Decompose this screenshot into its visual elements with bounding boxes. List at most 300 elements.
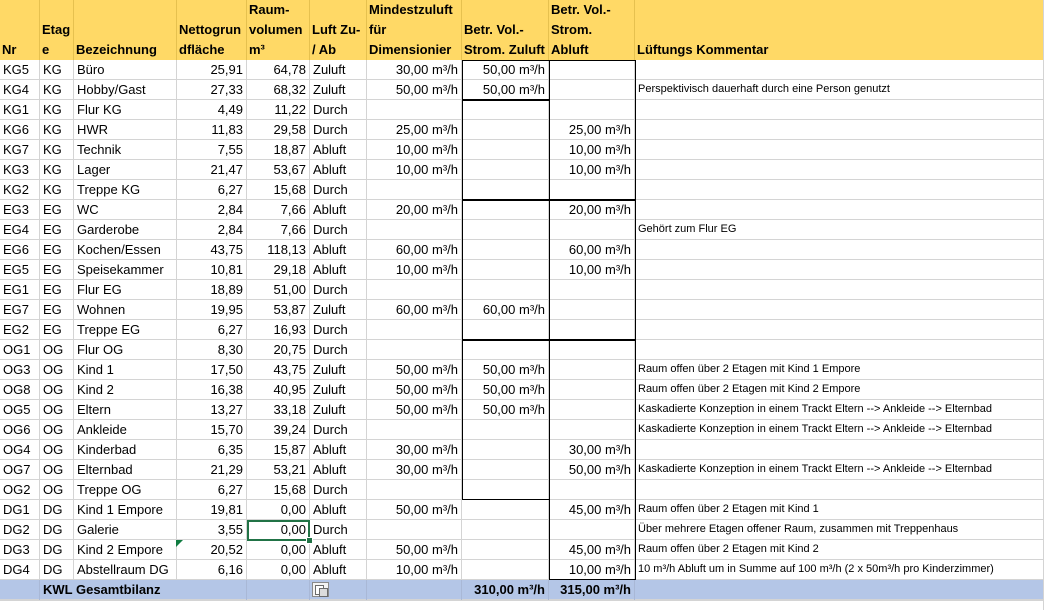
- cell-mindestzuluft[interactable]: [367, 480, 462, 500]
- cell-nettogrundflaeche[interactable]: 43,75: [177, 240, 247, 260]
- total-vol-cell[interactable]: [247, 580, 310, 600]
- cell-bezeichnung[interactable]: Kochen/Essen: [74, 240, 177, 260]
- cell-bezeichnung[interactable]: Büro: [74, 60, 177, 80]
- cell-kommentar[interactable]: Perspektivisch dauerhaft durch eine Person genutzt: [638, 83, 890, 95]
- cell-betr-abluft[interactable]: 10,00 m³/h: [549, 260, 635, 280]
- cell-mindestzuluft[interactable]: 50,00 m³/h: [367, 380, 462, 400]
- cell-luft[interactable]: Abluft: [310, 540, 367, 560]
- header-kommentar[interactable]: Lüftungs Kommentar: [637, 42, 769, 57]
- cell-betr-zuluft[interactable]: [462, 460, 549, 480]
- cell-etage[interactable]: EG: [40, 200, 74, 220]
- cell-luft[interactable]: Durch: [310, 120, 367, 140]
- table-row: [0, 380, 1043, 400]
- cell-mindestzuluft[interactable]: [367, 280, 462, 300]
- cell-betr-zuluft[interactable]: [462, 440, 549, 460]
- cell-raumvolumen[interactable]: 51,00: [247, 280, 310, 300]
- cell-betr-abluft[interactable]: 10,00 m³/h: [549, 160, 635, 180]
- cell-bezeichnung[interactable]: Kind 2 Empore: [74, 540, 177, 560]
- cell-mindestzuluft[interactable]: 10,00 m³/h: [367, 560, 462, 580]
- cell-nr[interactable]: OG2: [0, 480, 40, 500]
- cell-kommentar[interactable]: 10 m³/h Abluft um in Summe auf 100 m³/h (2 x 50m³/h pro Kinderzimmer): [638, 563, 994, 575]
- cell-betr-zuluft[interactable]: [462, 120, 549, 140]
- cell-luft[interactable]: Zuluft: [310, 380, 367, 400]
- cell-bezeichnung[interactable]: Treppe KG: [74, 180, 177, 200]
- cell-mindestzuluft[interactable]: 30,00 m³/h: [367, 460, 462, 480]
- cell-luft[interactable]: Zuluft: [310, 60, 367, 80]
- cell-mindestzuluft[interactable]: [367, 320, 462, 340]
- cell-kommentar[interactable]: [635, 440, 1043, 460]
- cell-kommentar[interactable]: [635, 160, 1043, 180]
- cell-betr-abluft[interactable]: [549, 360, 635, 380]
- cell-bezeichnung[interactable]: Ankleide: [74, 420, 177, 440]
- cell-kommentar[interactable]: [635, 260, 1043, 280]
- paste-options-icon[interactable]: [312, 582, 329, 597]
- cell-betr-abluft[interactable]: [549, 80, 635, 100]
- selected-cell[interactable]: [247, 520, 310, 541]
- cell-nr[interactable]: OG7: [0, 460, 40, 480]
- cell-betr-zuluft[interactable]: [462, 560, 549, 580]
- cell-nettogrundflaeche[interactable]: 8,30: [177, 340, 247, 360]
- cell-luft[interactable]: Durch: [310, 480, 367, 500]
- cell-raumvolumen[interactable]: 15,68: [247, 180, 310, 200]
- cell-nr[interactable]: EG3: [0, 200, 40, 220]
- cell-mindestzuluft[interactable]: 60,00 m³/h: [367, 240, 462, 260]
- cell-nettogrundflaeche[interactable]: 10,81: [177, 260, 247, 280]
- cell-nettogrundflaeche[interactable]: 25,91: [177, 60, 247, 80]
- cell-betr-zuluft[interactable]: [462, 240, 549, 260]
- cell-bezeichnung[interactable]: Hobby/Gast: [74, 80, 177, 100]
- cell-raumvolumen[interactable]: 53,87: [247, 300, 310, 320]
- header-bezeichnung[interactable]: Bezeichnung: [74, 0, 177, 60]
- cell-betr-abluft[interactable]: [549, 60, 635, 80]
- table-row: [0, 340, 1043, 360]
- cell-mindestzuluft[interactable]: 25,00 m³/h: [367, 120, 462, 140]
- cell-betr-abluft[interactable]: 45,00 m³/h: [549, 500, 635, 520]
- header-nr[interactable]: Nr: [0, 0, 40, 60]
- cell-etage[interactable]: OG: [40, 440, 74, 460]
- cell-betr-zuluft[interactable]: [462, 480, 549, 500]
- cell-betr-abluft[interactable]: [549, 400, 635, 420]
- cell-kommentar[interactable]: Kaskadierte Konzeption in einem Trackt Eltern --> Ankleide --> Elternbad: [638, 403, 993, 415]
- cell-luft[interactable]: Abluft: [310, 200, 367, 220]
- cell-betr-zuluft[interactable]: [462, 420, 549, 440]
- cell-kommentar[interactable]: [635, 240, 1043, 260]
- cell-luft[interactable]: Durch: [310, 180, 367, 200]
- cell-etage[interactable]: EG: [40, 260, 74, 280]
- cell-mindestzuluft[interactable]: 30,00 m³/h: [367, 440, 462, 460]
- cell-kommentar[interactable]: Raum offen über 2 Etagen mit Kind 2 Empore: [638, 383, 861, 395]
- cell-etage[interactable]: KG: [40, 60, 74, 80]
- cell-raumvolumen[interactable]: 0,00: [247, 520, 310, 540]
- cell-etage[interactable]: OG: [40, 380, 74, 400]
- cell-etage[interactable]: EG: [40, 220, 74, 240]
- cell-luft[interactable]: Abluft: [310, 160, 367, 180]
- cell-nr[interactable]: KG1: [0, 100, 40, 120]
- cell-raumvolumen[interactable]: 39,24: [247, 420, 310, 440]
- cell-nr[interactable]: EG1: [0, 280, 40, 300]
- cell-kommentar[interactable]: [635, 300, 1043, 320]
- cell-kommentar[interactable]: [635, 180, 1043, 200]
- cell-betr-zuluft[interactable]: 60,00 m³/h: [462, 300, 549, 320]
- cell-nettogrundflaeche[interactable]: 2,84: [177, 220, 247, 240]
- cell-nettogrundflaeche[interactable]: 19,95: [177, 300, 247, 320]
- cell-nr[interactable]: DG3: [0, 540, 40, 560]
- cell-betr-zuluft[interactable]: 50,00 m³/h: [462, 80, 549, 100]
- cell-nr[interactable]: KG3: [0, 160, 40, 180]
- cell-nettogrundflaeche[interactable]: 19,81: [177, 500, 247, 520]
- cell-betr-zuluft[interactable]: [462, 320, 549, 340]
- header-luft[interactable]: Luft Zu- / Ab: [310, 0, 367, 60]
- cell-etage[interactable]: KG: [40, 180, 74, 200]
- cell-raumvolumen[interactable]: 0,00: [247, 560, 310, 580]
- table-row: [0, 540, 1043, 560]
- cell-nettogrundflaeche[interactable]: 15,70: [177, 420, 247, 440]
- cell-nettogrundflaeche[interactable]: 7,55: [177, 140, 247, 160]
- cell-kommentar[interactable]: [635, 480, 1043, 500]
- cell-luft[interactable]: Zuluft: [310, 360, 367, 380]
- cell-nr[interactable]: OG4: [0, 440, 40, 460]
- cell-nr[interactable]: KG4: [0, 80, 40, 100]
- cell-betr-abluft[interactable]: [549, 220, 635, 240]
- cell-raumvolumen[interactable]: 29,58: [247, 120, 310, 140]
- cell-betr-zuluft[interactable]: [462, 100, 549, 120]
- cell-nettogrundflaeche[interactable]: 6,35: [177, 440, 247, 460]
- cell-bezeichnung[interactable]: Kind 1 Empore: [74, 500, 177, 520]
- cell-betr-abluft[interactable]: [549, 300, 635, 320]
- header-nettogrundflaeche[interactable]: Nettogrun dfläche: [177, 0, 247, 60]
- cell-etage[interactable]: EG: [40, 320, 74, 340]
- cell-kommentar[interactable]: [635, 60, 1043, 80]
- cell-betr-zuluft[interactable]: [462, 160, 549, 180]
- cell-betr-abluft[interactable]: 10,00 m³/h: [549, 140, 635, 160]
- cell-raumvolumen[interactable]: 18,87: [247, 140, 310, 160]
- total-mind-cell[interactable]: [367, 580, 462, 600]
- cell-mindestzuluft[interactable]: 20,00 m³/h: [367, 200, 462, 220]
- header-etage[interactable]: Etag e: [40, 0, 74, 60]
- cell-etage[interactable]: KG: [40, 120, 74, 140]
- cell-raumvolumen[interactable]: 53,21: [247, 460, 310, 480]
- total-kommentar-cell[interactable]: [635, 580, 1043, 600]
- table-row: [0, 320, 1043, 340]
- cell-nettogrundflaeche[interactable]: 4,49: [177, 100, 247, 120]
- table-row: [0, 60, 1043, 80]
- cell-luft[interactable]: Zuluft: [310, 400, 367, 420]
- cell-luft[interactable]: Zuluft: [310, 80, 367, 100]
- cell-bezeichnung[interactable]: Garderobe: [74, 220, 177, 240]
- cell-betr-abluft[interactable]: [549, 420, 635, 440]
- table-row: [0, 300, 1043, 320]
- cell-etage[interactable]: KG: [40, 100, 74, 120]
- cell-nr[interactable]: EG4: [0, 220, 40, 240]
- cell-nr[interactable]: OG6: [0, 420, 40, 440]
- total-nr-cell[interactable]: [0, 580, 40, 600]
- cell-nettogrundflaeche[interactable]: 11,83: [177, 120, 247, 140]
- table-row: [0, 460, 1043, 480]
- cell-mindestzuluft[interactable]: 50,00 m³/h: [367, 80, 462, 100]
- cell-nr[interactable]: OG3: [0, 360, 40, 380]
- cell-nettogrundflaeche[interactable]: 6,27: [177, 320, 247, 340]
- cell-nr[interactable]: DG4: [0, 560, 40, 580]
- cell-betr-abluft[interactable]: [549, 380, 635, 400]
- cell-mindestzuluft[interactable]: [367, 100, 462, 120]
- cell-luft[interactable]: Zuluft: [310, 300, 367, 320]
- header-betr-zuluft[interactable]: Betr. Vol.- Strom. Zuluft: [462, 0, 549, 60]
- cell-kommentar[interactable]: [635, 280, 1043, 300]
- cell-raumvolumen[interactable]: 20,75: [247, 340, 310, 360]
- cell-betr-abluft[interactable]: [549, 340, 635, 360]
- cell-nr[interactable]: KG7: [0, 140, 40, 160]
- cell-luft[interactable]: Durch: [310, 100, 367, 120]
- cell-raumvolumen[interactable]: 33,18: [247, 400, 310, 420]
- header-row: [0, 0, 1043, 60]
- cell-luft[interactable]: Abluft: [310, 560, 367, 580]
- cell-luft[interactable]: Durch: [310, 220, 367, 240]
- cell-mindestzuluft[interactable]: 50,00 m³/h: [367, 400, 462, 420]
- cell-luft[interactable]: Abluft: [310, 440, 367, 460]
- table-row: [0, 200, 1043, 220]
- cell-etage[interactable]: DG: [40, 540, 74, 560]
- cell-kommentar[interactable]: [635, 340, 1043, 360]
- cell-kommentar[interactable]: Raum offen über 2 Etagen mit Kind 1 Empore: [638, 363, 861, 375]
- cell-luft[interactable]: Abluft: [310, 140, 367, 160]
- cell-raumvolumen[interactable]: 15,87: [247, 440, 310, 460]
- cell-etage[interactable]: EG: [40, 240, 74, 260]
- cell-bezeichnung[interactable]: Treppe EG: [74, 320, 177, 340]
- table-row: [0, 240, 1043, 260]
- cell-betr-abluft[interactable]: [549, 520, 635, 540]
- cell-nettogrundflaeche[interactable]: 6,27: [177, 180, 247, 200]
- cell-nr[interactable]: KG2: [0, 180, 40, 200]
- cell-raumvolumen[interactable]: 0,00: [247, 540, 310, 560]
- cell-nr[interactable]: EG5: [0, 260, 40, 280]
- table-row: [0, 400, 1043, 420]
- cell-luft[interactable]: Abluft: [310, 240, 367, 260]
- cell-etage[interactable]: OG: [40, 360, 74, 380]
- cell-kommentar[interactable]: [635, 200, 1043, 220]
- cell-bezeichnung[interactable]: Elternbad: [74, 460, 177, 480]
- cell-etage[interactable]: EG: [40, 300, 74, 320]
- cell-betr-zuluft[interactable]: [462, 220, 549, 240]
- cell-luft[interactable]: Abluft: [310, 500, 367, 520]
- cell-etage[interactable]: EG: [40, 280, 74, 300]
- cell-mindestzuluft[interactable]: 50,00 m³/h: [367, 360, 462, 380]
- cell-kommentar[interactable]: [635, 100, 1043, 120]
- cell-nettogrundflaeche[interactable]: 13,27: [177, 400, 247, 420]
- cell-mindestzuluft[interactable]: 10,00 m³/h: [367, 160, 462, 180]
- cell-betr-zuluft[interactable]: [462, 260, 549, 280]
- cell-bezeichnung[interactable]: HWR: [74, 120, 177, 140]
- cell-luft[interactable]: Durch: [310, 340, 367, 360]
- cell-betr-zuluft[interactable]: 50,00 m³/h: [462, 380, 549, 400]
- cell-bezeichnung[interactable]: Speisekammer: [74, 260, 177, 280]
- cell-raumvolumen[interactable]: 40,95: [247, 380, 310, 400]
- cell-mindestzuluft[interactable]: [367, 420, 462, 440]
- cell-bezeichnung[interactable]: Kinderbad: [74, 440, 177, 460]
- cell-raumvolumen[interactable]: 0,00: [247, 500, 310, 520]
- cell-nr[interactable]: DG2: [0, 520, 40, 540]
- cell-nettogrundflaeche[interactable]: 20,52: [177, 540, 247, 560]
- cell-raumvolumen[interactable]: 15,68: [247, 480, 310, 500]
- cell-betr-zuluft[interactable]: [462, 520, 549, 540]
- cell-mindestzuluft[interactable]: [367, 520, 462, 540]
- cell-kommentar[interactable]: Raum offen über 2 Etagen mit Kind 1: [638, 503, 819, 515]
- cell-betr-zuluft[interactable]: 50,00 m³/h: [462, 360, 549, 380]
- cell-kommentar[interactable]: Kaskadierte Konzeption in einem Trackt Eltern --> Ankleide --> Elternbad: [638, 463, 993, 475]
- cell-nr[interactable]: KG5: [0, 60, 40, 80]
- cell-nettogrundflaeche[interactable]: 17,50: [177, 360, 247, 380]
- cell-bezeichnung[interactable]: WC: [74, 200, 177, 220]
- cell-bezeichnung[interactable]: Wohnen: [74, 300, 177, 320]
- cell-luft[interactable]: Abluft: [310, 460, 367, 480]
- cell-raumvolumen[interactable]: 64,78: [247, 60, 310, 80]
- cell-etage[interactable]: DG: [40, 560, 74, 580]
- next-column: [1043, 0, 1056, 610]
- cell-betr-abluft[interactable]: [549, 320, 635, 340]
- cell-kommentar[interactable]: Raum offen über 2 Etagen mit Kind 2: [638, 543, 819, 555]
- cell-betr-abluft[interactable]: 30,00 m³/h: [549, 440, 635, 460]
- cell-mindestzuluft[interactable]: [367, 220, 462, 240]
- cell-betr-zuluft[interactable]: [462, 140, 549, 160]
- table-row: [0, 80, 1043, 100]
- cell-betr-abluft[interactable]: 25,00 m³/h: [549, 120, 635, 140]
- cell-nettogrundflaeche[interactable]: 21,47: [177, 160, 247, 180]
- table-row: [0, 220, 1043, 240]
- cell-raumvolumen[interactable]: 16,93: [247, 320, 310, 340]
- cell-nettogrundflaeche[interactable]: 2,84: [177, 200, 247, 220]
- cell-etage[interactable]: OG: [40, 400, 74, 420]
- cell-etage[interactable]: KG: [40, 160, 74, 180]
- fill-handle[interactable]: [306, 537, 313, 544]
- cell-bezeichnung[interactable]: Abstellraum DG: [74, 560, 177, 580]
- cell-etage[interactable]: KG: [40, 80, 74, 100]
- cell-betr-abluft[interactable]: [549, 480, 635, 500]
- cell-mindestzuluft[interactable]: 30,00 m³/h: [367, 60, 462, 80]
- cell-betr-abluft[interactable]: 60,00 m³/h: [549, 240, 635, 260]
- cell-raumvolumen[interactable]: 53,67: [247, 160, 310, 180]
- cell-bezeichnung[interactable]: Eltern: [74, 400, 177, 420]
- cell-nettogrundflaeche[interactable]: 18,89: [177, 280, 247, 300]
- cell-luft[interactable]: Durch: [310, 420, 367, 440]
- cell-betr-abluft[interactable]: [549, 180, 635, 200]
- cell-bezeichnung[interactable]: Flur OG: [74, 340, 177, 360]
- total-zuluft[interactable]: 310,00 m³/h: [462, 580, 549, 600]
- cell-nr[interactable]: EG6: [0, 240, 40, 260]
- table-row: [0, 120, 1043, 140]
- header-mindestzuluft[interactable]: Mindestzuluft für Dimensionier: [367, 0, 462, 60]
- cell-nr[interactable]: OG5: [0, 400, 40, 420]
- total-abluft[interactable]: 315,00 m³/h: [549, 580, 635, 600]
- cell-bezeichnung[interactable]: Flur EG: [74, 280, 177, 300]
- cell-betr-abluft[interactable]: 50,00 m³/h: [549, 460, 635, 480]
- cell-mindestzuluft[interactable]: 10,00 m³/h: [367, 140, 462, 160]
- cell-betr-abluft[interactable]: [549, 280, 635, 300]
- cell-nr[interactable]: OG8: [0, 380, 40, 400]
- cell-nettogrundflaeche[interactable]: 21,29: [177, 460, 247, 480]
- cell-mindestzuluft[interactable]: 50,00 m³/h: [367, 540, 462, 560]
- cell-nr[interactable]: EG2: [0, 320, 40, 340]
- cell-kommentar[interactable]: Gehört zum Flur EG: [638, 223, 737, 235]
- cell-bezeichnung[interactable]: Lager: [74, 160, 177, 180]
- cell-nettogrundflaeche[interactable]: 6,16: [177, 560, 247, 580]
- cell-raumvolumen[interactable]: 11,22: [247, 100, 310, 120]
- cell-mindestzuluft[interactable]: 50,00 m³/h: [367, 500, 462, 520]
- cell-etage[interactable]: OG: [40, 420, 74, 440]
- cell-betr-abluft[interactable]: 20,00 m³/h: [549, 200, 635, 220]
- cell-kommentar[interactable]: [635, 140, 1043, 160]
- cell-betr-zuluft[interactable]: 50,00 m³/h: [462, 60, 549, 80]
- cell-nettogrundflaeche[interactable]: 3,55: [177, 520, 247, 540]
- cell-nr[interactable]: OG1: [0, 340, 40, 360]
- cell-bezeichnung[interactable]: Technik: [74, 140, 177, 160]
- cell-betr-zuluft[interactable]: [462, 540, 549, 560]
- cell-betr-zuluft[interactable]: [462, 340, 549, 360]
- cell-betr-abluft[interactable]: 10,00 m³/h: [549, 560, 635, 580]
- cell-etage[interactable]: OG: [40, 480, 74, 500]
- cell-mindestzuluft[interactable]: 60,00 m³/h: [367, 300, 462, 320]
- cell-raumvolumen[interactable]: 118,13: [247, 240, 310, 260]
- cell-bezeichnung[interactable]: Galerie: [74, 520, 177, 540]
- table-row: [0, 140, 1043, 160]
- cell-nettogrundflaeche[interactable]: 27,33: [177, 80, 247, 100]
- cell-bezeichnung[interactable]: Kind 1: [74, 360, 177, 380]
- cell-nr[interactable]: EG7: [0, 300, 40, 320]
- cell-etage[interactable]: OG: [40, 460, 74, 480]
- cell-betr-zuluft[interactable]: 50,00 m³/h: [462, 400, 549, 420]
- cell-raumvolumen[interactable]: 29,18: [247, 260, 310, 280]
- cell-etage[interactable]: OG: [40, 340, 74, 360]
- cell-betr-abluft[interactable]: 45,00 m³/h: [549, 540, 635, 560]
- table-row: [0, 480, 1043, 500]
- cell-kommentar[interactable]: Über mehrere Etagen offener Raum, zusammen mit Treppenhaus: [638, 523, 959, 535]
- cell-kommentar[interactable]: [635, 320, 1043, 340]
- table-row: [0, 100, 1043, 120]
- cell-nr[interactable]: DG1: [0, 500, 40, 520]
- cell-kommentar[interactable]: [635, 120, 1043, 140]
- table-row: [0, 260, 1043, 280]
- table-row: [0, 420, 1043, 440]
- cell-betr-abluft[interactable]: [549, 100, 635, 120]
- cell-kommentar[interactable]: Kaskadierte Konzeption in einem Trackt Eltern --> Ankleide --> Elternbad: [638, 423, 993, 435]
- cell-betr-zuluft[interactable]: [462, 180, 549, 200]
- cell-luft[interactable]: Durch: [310, 520, 367, 540]
- cell-mindestzuluft[interactable]: [367, 180, 462, 200]
- cell-mindestzuluft[interactable]: [367, 340, 462, 360]
- cell-mindestzuluft[interactable]: 10,00 m³/h: [367, 260, 462, 280]
- cell-luft[interactable]: Abluft: [310, 260, 367, 280]
- cell-betr-zuluft[interactable]: [462, 200, 549, 220]
- cell-nettogrundflaeche[interactable]: 16,38: [177, 380, 247, 400]
- cell-etage[interactable]: KG: [40, 140, 74, 160]
- cell-raumvolumen[interactable]: 7,66: [247, 200, 310, 220]
- header-betr-abluft[interactable]: Betr. Vol.- Strom. Abluft: [549, 0, 635, 60]
- cell-betr-zuluft[interactable]: [462, 280, 549, 300]
- cell-nettogrundflaeche[interactable]: 6,27: [177, 480, 247, 500]
- cell-bezeichnung[interactable]: Kind 2: [74, 380, 177, 400]
- cell-raumvolumen[interactable]: 7,66: [247, 220, 310, 240]
- cell-raumvolumen[interactable]: 43,75: [247, 360, 310, 380]
- cell-luft[interactable]: Durch: [310, 320, 367, 340]
- cell-nr[interactable]: KG6: [0, 120, 40, 140]
- cell-raumvolumen[interactable]: 68,32: [247, 80, 310, 100]
- total-label[interactable]: KWL Gesamtbilanz: [40, 580, 247, 600]
- cell-bezeichnung[interactable]: Flur KG: [74, 100, 177, 120]
- cell-bezeichnung[interactable]: Treppe OG: [74, 480, 177, 500]
- header-raumvolumen[interactable]: Raum- volumen m³: [247, 0, 310, 60]
- cell-etage[interactable]: DG: [40, 520, 74, 540]
- cell-betr-zuluft[interactable]: [462, 500, 549, 520]
- cell-luft[interactable]: Durch: [310, 280, 367, 300]
- cell-etage[interactable]: DG: [40, 500, 74, 520]
